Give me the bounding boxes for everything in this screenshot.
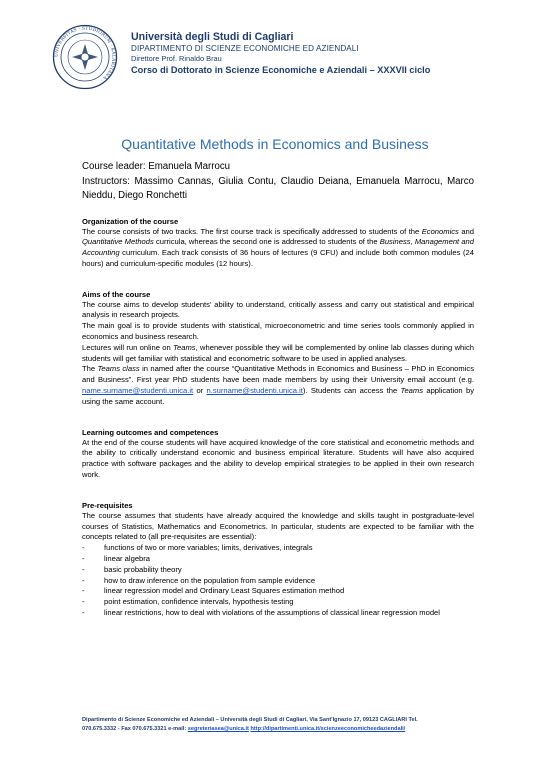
footer-email-link[interactable]: segreteriasea@unica.it xyxy=(187,726,249,732)
section-heading: Pre-requisites xyxy=(82,500,133,510)
instructors: Instructors: Massimo Cannas, Giulia Contu, Claudio Deiana, Emanuela Marrocu, Marco Nieddu, Diego Ronchetti xyxy=(82,175,474,201)
document-title: Quantitative Methods in Economics and Business xyxy=(121,136,429,152)
section-paragraph: The course aims to develop students' ability to understand, critically assess and carry out statistical and empirical analysis in research projects. xyxy=(82,299,474,320)
section-heading: Aims of the course xyxy=(82,289,151,299)
email-link[interactable]: name.surname@studenti.unica.it xyxy=(82,386,194,396)
list-item: - basic probability theory xyxy=(82,565,474,576)
list-item: - linear regression model and Ordinary Least Squares estimation method xyxy=(82,586,474,597)
svg-text:UNIVERSITAS · STUDIORUM · KALA: UNIVERSITAS · STUDIORUM · KALARITANA · xyxy=(54,26,116,83)
letterhead xyxy=(131,31,531,76)
section-prerequisites xyxy=(82,500,474,619)
section-paragraph: The main goal is to provide students with statistical, microeconometric and time series tools commonly applied in economics and business research. xyxy=(82,321,474,342)
course-leader: Course leader: Emanuela Marrocu xyxy=(82,161,231,172)
section-heading: Organization of the course xyxy=(82,216,179,226)
list-item: - functions of two or more variables; limits, derivatives, integrals xyxy=(82,543,474,554)
list-item: - linear algebra xyxy=(82,554,474,565)
section-organization xyxy=(82,216,474,270)
director-name: Direttore Prof. Rinaldo Brau xyxy=(131,54,222,63)
email-link[interactable]: n.surname@studenti.unica.it xyxy=(206,386,303,396)
section-learning-outcomes xyxy=(82,427,474,481)
university-name: Università degli Studi di Cagliari xyxy=(131,31,294,43)
section-paragraph: Lectures will run online on Teams, whenever possible they will be complemented by online lab classes during which students will get familiar with statistical and econometric software to be used in applied analyses. xyxy=(82,342,474,363)
section-paragraph: The Teams class in named after the course “Quantitative Methods in Economics and Business – PhD in Economics and Business”. First year PhD students have been made members by using their University email account (e.g. name.surname@studenti.unica.it or n.surname@studenti.unica.it). Students can access the Teams application by using the same account. xyxy=(82,364,474,406)
footer-website-link[interactable]: http://dipartimenti.unica.it/scienzeeconomicheedaziendali/ xyxy=(250,726,406,732)
document-body xyxy=(82,160,474,619)
program-name: Corso di Dottorato in Scienze Economiche e Aziendali – XXXVII ciclo xyxy=(131,65,431,75)
section-paragraph: At the end of the course students will have acquired knowledge of the core statistical and econometric methods and the ability to critically understand economic and business empirical literature. Students will have also acquired practice with software packages and the ability to develop empirical strategies to be applied in their own research work. xyxy=(82,437,474,480)
prerequisite-list xyxy=(82,543,474,619)
section-heading: Learning outcomes and competences xyxy=(82,427,219,437)
department-name: DIPARTIMENTO DI SCIENZE ECONOMICHE ED AZIENDALI xyxy=(131,44,359,53)
university-seal-logo xyxy=(52,24,118,90)
footer-address: Dipartimento di Scienze Economiche ed Aziendali – Università degli Studi di Cagliari, Via Sant'Ignazio 17, 09123 CAGLIARI Tel. xyxy=(82,717,418,723)
list-item: - how to draw inference on the population from sample evidence xyxy=(82,576,474,587)
page-footer xyxy=(82,716,474,734)
list-item: - linear restrictions, how to deal with violations of the assumptions of classical linear regression model xyxy=(82,608,474,619)
section-paragraph: The course consists of two tracks. The first course track is specifically addressed to students of the Economics and Quantitative Methods curricula, whereas the second one is addressed to students of the Business, Management and Accounting curriculum. Each track consists of 36 hours of lectures (9 CFU) and include both common modules (24 hours) and curriculum-specific modules (12 hours). xyxy=(82,226,474,268)
section-paragraph: The course assumes that students have already acquired the knowledge and skills taught in postgraduate-level courses of Statistics, Mathematics and Econometrics. In particular, students are expected to be familiar with the concepts related to (all pre-requisites are essential): xyxy=(82,510,474,542)
footer-contacts: 070.675.3332 - Fax 070.675.3321 e-mail: segreteriasea@unica.it http://dipartimenti.unica.it/scienzeeconomicheedaziendali/ xyxy=(82,726,406,732)
list-item: - point estimation, confidence intervals, hypothesis testing xyxy=(82,597,474,608)
section-aims xyxy=(82,289,474,408)
